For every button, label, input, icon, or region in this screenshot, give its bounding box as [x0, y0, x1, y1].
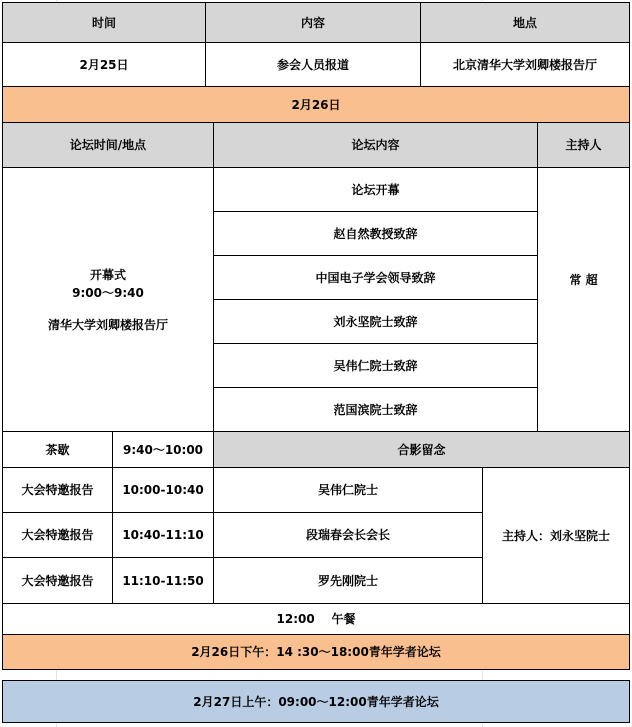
opening-item: 论坛开幕 — [213, 167, 538, 212]
header-time: 时间 — [2, 2, 206, 43]
reports-host: 主持人：刘永坚院士 — [482, 467, 630, 604]
opening-ceremony-cell — [2, 167, 214, 432]
report-type: 大会特邀报告 — [2, 512, 113, 558]
morning-27-banner: 2月27日上午：09:00～12:00青年学者论坛 — [2, 680, 630, 723]
opening-host: 常 超 — [537, 167, 630, 432]
opening-item: 吴伟仁院士致辞 — [213, 343, 538, 388]
lunch-row: 12:00 午餐 — [2, 603, 630, 635]
feb25-date: 2月25日 — [2, 42, 206, 87]
afternoon-26-banner: 2月26日下午：14 :30～18:00青年学者论坛 — [2, 634, 630, 670]
header-location: 地点 — [420, 2, 630, 43]
feb25-location: 北京清华大学刘卿楼报告厅 — [420, 42, 630, 87]
opening-item: 中国电子学会领导致辞 — [213, 255, 538, 300]
tea-break-label: 茶歇 — [2, 431, 113, 468]
feb25-content: 参会人员报道 — [205, 42, 421, 87]
opening-place: 清华大学刘卿楼报告厅 — [47, 317, 168, 332]
report-speaker: 罗先刚院士 — [213, 557, 483, 604]
opening-item: 赵自然教授致辞 — [213, 211, 538, 256]
opening-title: 开幕式 — [89, 267, 126, 282]
report-time: 10:40-11:10 — [112, 512, 214, 558]
header-content: 内容 — [205, 2, 421, 43]
report-type: 大会特邀报告 — [2, 557, 113, 604]
forum-header-host: 主持人 — [537, 122, 630, 168]
report-type: 大会特邀报告 — [2, 467, 113, 513]
report-time: 10:00-10:40 — [112, 467, 214, 513]
tea-break-activity: 合影留念 — [213, 431, 630, 468]
report-speaker: 吴伟仁院士 — [213, 467, 483, 513]
opening-item: 刘永坚院士致辞 — [213, 299, 538, 344]
forum-header-time-place: 论坛时间/地点 — [2, 122, 214, 168]
opening-time: 9:00～9:40 — [72, 285, 144, 300]
forum-header-content: 论坛内容 — [213, 122, 538, 168]
report-speaker: 段瑞春会长会长 — [213, 512, 483, 558]
tea-break-time: 9:40～10:00 — [112, 431, 214, 468]
day26-banner: 2月26日 — [2, 86, 630, 123]
report-time: 11:10-11:50 — [112, 557, 214, 604]
opening-item: 范国滨院士致辞 — [213, 387, 538, 432]
